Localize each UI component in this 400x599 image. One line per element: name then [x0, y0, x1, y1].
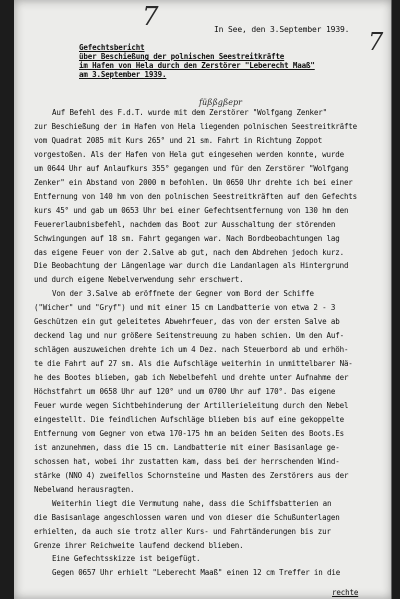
body-line: Entfernung von 140 hm von den polnischen Seestreitkräften auf den Gefechts: [34, 191, 358, 201]
body-line: Schwingungen auf 18 sm. Fahrt gegangen war. Nach Bordbeobachtungen lag: [34, 233, 340, 243]
body-line: und durch eigene Nebelverwendung sehr erschwert.: [34, 275, 244, 285]
body-line: Höchstfahrt um 0658 Uhr auf 120° und um 0700 Uhr auf 170°. Das eigene: [34, 387, 336, 396]
body-line: stärke (NNO 4) zweifellos Schornsteine und Masten des Zerstörers aus der: [34, 470, 349, 480]
body-line: Eine Gefechtsskizze ist beigefügt.: [52, 554, 201, 564]
title-line-3: im Hafen von Hela durch den Zerstörer "Leberecht Maaß": [79, 61, 315, 70]
page-number-handwritten: 7: [142, 2, 159, 32]
body-line: Die Beobachtung der Längenlage war durch die Landanlagen als Hintergrund: [34, 261, 349, 271]
body-line: ist anzunehmen, dass die 15 cm. Landbatterie mit einer Basisanlage ge-: [34, 442, 340, 452]
body-line: erhielten, da auch sie trotz aller Kurs- und Fahrtänderungen bis zur: [34, 526, 331, 536]
body-line: vorgestoßen. Als der Hafen von Hela gut eingesehen werden konnte, wurde: [34, 149, 344, 159]
body-line: he des Bootes blieben, gab ich Nebelbefehl und drehte unter Aufnahme der: [34, 373, 349, 383]
body-line: kurs 45° und gab um 0653 Uhr bei einer Gefechtsentfernung von 130 hm den: [34, 205, 349, 215]
body-line: ("Wicher" und "Gryf") und mit einer 15 cm Landbatterie von etwa 2 - 3: [34, 303, 336, 313]
corner-number-handwritten: 7: [368, 28, 384, 56]
body-line: Feuer wurde wegen Sichtbehinderung der Artillerieleitung durch den Nebel: [34, 400, 349, 410]
body-line: das eigene Feuer von der 2.Salve ab gut, nach dem Abdrehen jedoch kurz.: [34, 247, 344, 257]
body-line: Auf Befehl des F.d.T. wurde mit dem Zerstörer "Wolfgang Zenker": [52, 108, 328, 117]
body-line: die Basisanlage angeschlossen waren und von dieser die Schußunterlagen: [34, 512, 340, 522]
body-line: Grenze ihrer Reichweite laufend deckend blieben.: [34, 540, 244, 550]
body-line: eingestellt. Die feindlichen Aufschläge blieben bis auf eine gekoppelte: [34, 414, 344, 424]
body-line: um 0644 Uhr auf Anlaufkurs 355° gegangen und für den Zerstörer "Wolfgang: [34, 163, 349, 173]
title-line-2: über Beschießung der polnischen Seestreitkräfte: [79, 52, 285, 61]
page-edge-line: [391, 0, 392, 599]
document-page: [14, 0, 392, 599]
body-line: Von der 3.Salve ab eröffnete der Gegner vom Bord der Schiffe: [52, 289, 314, 299]
body-line: Weiterhin liegt die Vermutung nahe, dass die Schiffsbatterien an: [52, 498, 332, 508]
body-line: Nebelwand herausragten.: [34, 484, 135, 494]
body-line: Gegen 0657 Uhr erhielt "Leberecht Maaß" einen 12 cm Treffer in die: [52, 568, 341, 578]
body-line: Geschützen ein gut geleitetes Abwehrfeuer, das von der ersten Salve ab: [34, 317, 340, 327]
body-line: te die Fahrt auf 27 sm. Als die Aufschläge weiterhin in unmittelbarer Nä-: [34, 359, 353, 369]
body-line: Entfernung vom Gegner von etwa 170-175 hm an beiden Seiten des Boots.Es: [34, 428, 344, 438]
body-line: schossen hat, wobei ihr zustatten kam, dass bei der herrschenden Wind-: [34, 456, 340, 466]
place-date: In See, den 3.September 1939.: [214, 25, 350, 34]
title-line-4: am 3.September 1939.: [79, 70, 167, 79]
body-line: zur Beschießung der im Hafen von Hela liegenden polnischen Seestreitkräfte: [34, 122, 358, 131]
title-line-1: Gefechtsbericht: [79, 43, 145, 52]
body-line: schlägen auszuweichen drehte ich um 4 Dez. nach Steuerbord ab und erhöh-: [34, 345, 349, 355]
body-line: Zenker" ein Abstand von 2000 m befohlen. Um 0650 Uhr drehte ich bei einer: [34, 177, 353, 187]
catchword: rechte: [332, 588, 359, 597]
body-line: Feuererlaubnisbefehl, nachdem das Boot zur Ausschaltung der störenden: [34, 219, 336, 229]
handwritten-note: füßßgßepr: [199, 98, 242, 107]
body-line: deckend lag und nur größere Seitenstreuung zu haben schien. Um den Auf-: [34, 331, 344, 341]
body-line: vom Quadrat 2085 mit Kurs 265° und 21 sm. Fahrt in Richtung Zoppot: [34, 135, 323, 145]
